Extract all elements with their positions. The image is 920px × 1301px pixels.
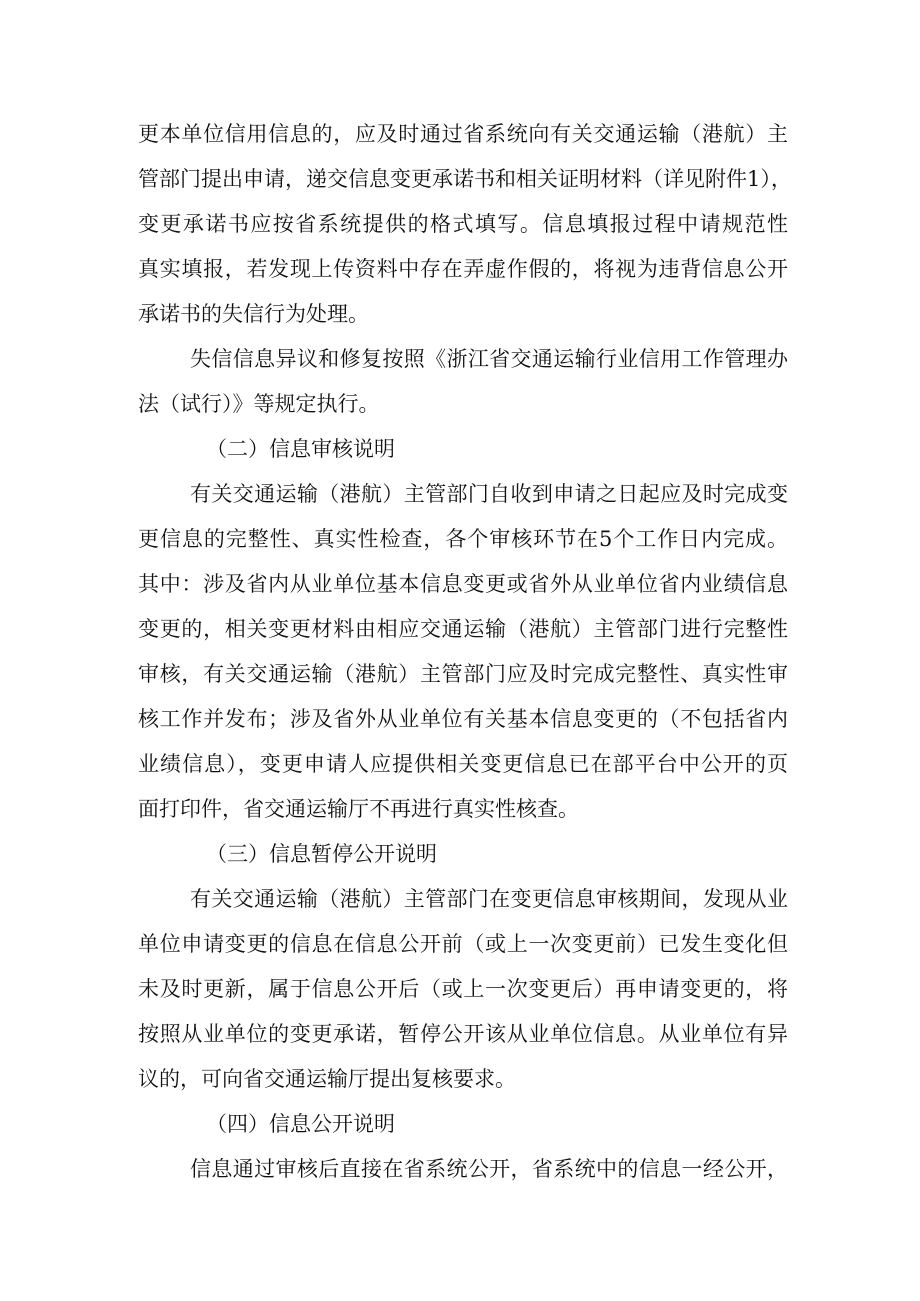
paragraph-line-3: 变更承诺书应按省系统提供的格式填写。信息填报过程中请规范性 (138, 212, 788, 236)
paragraph-line-18: 有关交通运输（港航）主管部门在变更信息审核期间，发现从业 (190, 887, 788, 911)
paragraph-line-14: 核工作并发布；涉及省外从业单位有关基本信息变更的（不包括省内 (138, 707, 788, 731)
paragraph-line-12: 变更的，相关变更材料由相应交通运输（港航）主管部门进行完整性 (138, 617, 788, 641)
section-heading-4: （四）信息公开说明 (206, 1112, 395, 1136)
paragraph-line-11: 其中：涉及省内从业单位基本信息变更或省外从业单位省内业绩信息 (138, 572, 788, 596)
paragraph-line-20: 未及时更新，属于信息公开后（或上一次变更后）再申请变更的，将 (138, 977, 788, 1001)
paragraph-line-1: 更本单位信用信息的，应及时通过省系统向有关交通运输（港航）主 (138, 122, 788, 146)
section-heading-2: （二）信息审核说明 (206, 437, 395, 461)
paragraph-line-10: 更信息的完整性、真实性检查，各个审核环节在5个工作日内完成。 (138, 527, 788, 551)
paragraph-line-15: 业绩信息），变更申请人应提供相关变更信息已在部平台中公开的页 (138, 752, 788, 776)
paragraph-line-7: 法（试行）》等规定执行。 (138, 392, 380, 416)
paragraph-line-16: 面打印件，省交通运输厅不再进行真实性核查。 (138, 797, 579, 821)
paragraph-line-6: 失信信息异议和修复按照《浙江省交通运输行业信用工作管理办 (190, 347, 788, 371)
paragraph-line-13: 审核，有关交通运输（港航）主管部门应及时完成完整性、真实性审 (138, 662, 788, 686)
paragraph-line-24: 信息通过审核后直接在省系统公开，省系统中的信息一经公开， (190, 1157, 788, 1181)
paragraph-line-2: 管部门提出申请，递交信息变更承诺书和相关证明材料（详见附件1）， (138, 167, 792, 191)
paragraph-line-19: 单位申请变更的信息在信息公开前（或上一次变更前）已发生变化但 (138, 932, 788, 956)
section-heading-3: （三）信息暂停公开说明 (206, 842, 437, 866)
paragraph-line-9: 有关交通运输（港航）主管部门自收到申请之日起应及时完成变 (190, 482, 788, 506)
paragraph-line-4: 真实填报，若发现上传资料中存在弄虚作假的，将视为违背信息公开 (138, 257, 788, 281)
paragraph-line-22: 议的，可向省交通运输厅提出复核要求。 (138, 1067, 516, 1091)
paragraph-line-5: 承诺书的失信行为处理。 (138, 302, 369, 326)
paragraph-line-21: 按照从业单位的变更承诺，暂停公开该从业单位信息。从业单位有异 (138, 1022, 788, 1046)
